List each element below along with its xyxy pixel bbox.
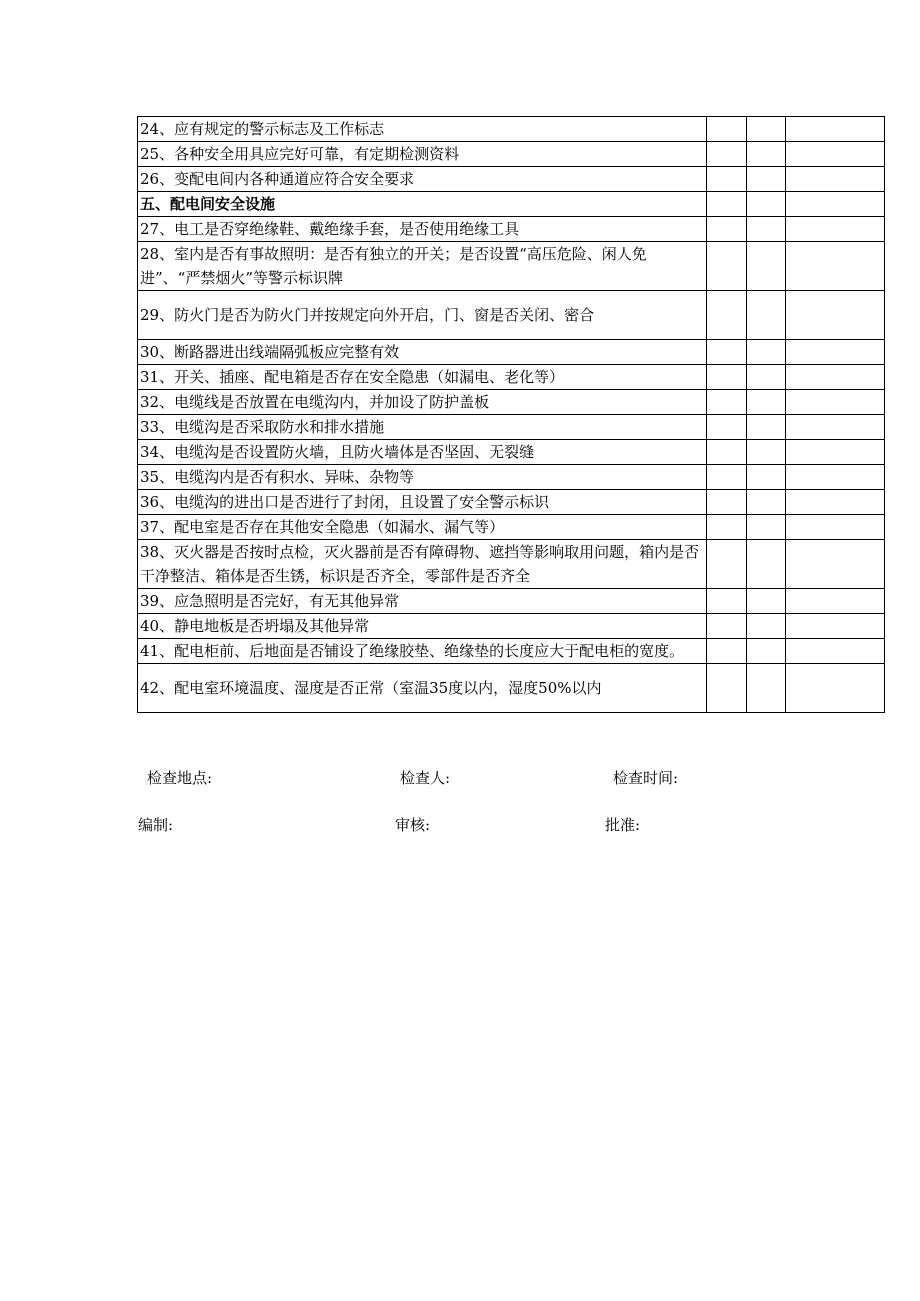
inspector-label: 检查人:	[400, 769, 451, 787]
result-cell-3[interactable]	[786, 167, 885, 192]
table-row	[138, 390, 885, 415]
result-cell-2[interactable]	[747, 390, 786, 415]
check-item: 27、电工是否穿绝缘鞋、戴绝缘手套，是否使用绝缘工具	[138, 217, 707, 242]
check-item: 24、应有规定的警示标志及工作标志	[138, 117, 707, 142]
result-cell-1[interactable]	[707, 614, 747, 639]
table-row	[138, 291, 885, 340]
result-cell-3[interactable]	[786, 415, 885, 440]
result-cell-1[interactable]	[707, 390, 747, 415]
check-item: 35、电缆沟内是否有积水、异味、杂物等	[138, 465, 707, 490]
result-cell-2[interactable]	[747, 340, 786, 365]
result-cell-2[interactable]	[747, 614, 786, 639]
result-cell-1[interactable]	[707, 440, 747, 465]
prepared-by-label: 编制:	[138, 816, 174, 834]
table-row	[138, 540, 885, 589]
result-cell-1[interactable]	[707, 664, 747, 713]
check-item: 38、灭火器是否按时点检，灭火器前是否有障碍物、遮挡等影响取用问题，箱内是否干净整洁、箱体是否生锈，标识是否齐全，零部件是否齐全	[138, 540, 707, 589]
result-cell-3[interactable]	[786, 117, 885, 142]
result-cell-3[interactable]	[786, 291, 885, 340]
result-cell-2[interactable]	[747, 242, 786, 291]
result-cell-2[interactable]	[747, 639, 786, 664]
table-row	[138, 465, 885, 490]
check-item: 41、配电柜前、后地面是否铺设了绝缘胶垫、绝缘垫的长度应大于配电柜的宽度。	[138, 639, 707, 664]
check-item: 25、各种安全用具应完好可靠，有定期检测资料	[138, 142, 707, 167]
check-item: 36、电缆沟的进出口是否进行了封闭，且设置了安全警示标识	[138, 490, 707, 515]
result-cell-2[interactable]	[747, 589, 786, 614]
check-item: 33、电缆沟是否采取防水和排水措施	[138, 415, 707, 440]
result-cell-2[interactable]	[747, 515, 786, 540]
result-cell-2[interactable]	[747, 291, 786, 340]
table-row	[138, 242, 885, 291]
result-cell-2[interactable]	[747, 664, 786, 713]
result-cell-3[interactable]	[786, 465, 885, 490]
result-cell-1[interactable]	[707, 242, 747, 291]
check-item: 31、开关、插座、配电箱是否存在安全隐患（如漏电、老化等）	[138, 365, 707, 390]
result-cell-2[interactable]	[747, 217, 786, 242]
result-cell-1[interactable]	[707, 340, 747, 365]
table-row	[138, 340, 885, 365]
result-cell-2[interactable]	[747, 465, 786, 490]
result-cell-3[interactable]	[786, 390, 885, 415]
result-cell-3[interactable]	[786, 515, 885, 540]
section-header-row	[138, 192, 885, 217]
table-row	[138, 614, 885, 639]
check-item: 28、室内是否有事故照明：是否有独立的开关；是否设置“高压危险、闲人免进”、“严禁烟火”等警示标识牌	[138, 242, 707, 291]
result-cell-3[interactable]	[786, 242, 885, 291]
result-cell-2[interactable]	[747, 415, 786, 440]
table-row	[138, 664, 885, 713]
inspection-time-label: 检查时间:	[613, 769, 679, 787]
result-cell-3[interactable]	[786, 639, 885, 664]
reviewed-by-label: 审核:	[395, 816, 431, 834]
section-title: 五、配电间安全设施	[138, 192, 707, 217]
result-cell-1[interactable]	[707, 291, 747, 340]
check-item: 32、电缆线是否放置在电缆沟内，并加设了防护盖板	[138, 390, 707, 415]
result-cell-3[interactable]	[786, 192, 885, 217]
approved-by-label: 批准:	[605, 816, 641, 834]
result-cell-1[interactable]	[707, 490, 747, 515]
table-row	[138, 415, 885, 440]
table-row	[138, 142, 885, 167]
check-item: 39、应急照明是否完好，有无其他异常	[138, 589, 707, 614]
check-item: 29、防火门是否为防火门并按规定向外开启，门、窗是否关闭、密合	[138, 291, 707, 340]
table-row	[138, 440, 885, 465]
table-row	[138, 639, 885, 664]
table-row	[138, 167, 885, 192]
table-row	[138, 490, 885, 515]
check-item: 42、配电室环境温度、湿度是否正常（室温35度以内，湿度50%以内	[138, 664, 707, 713]
result-cell-1[interactable]	[707, 415, 747, 440]
result-cell-2[interactable]	[747, 365, 786, 390]
result-cell-2[interactable]	[747, 540, 786, 589]
result-cell-3[interactable]	[786, 589, 885, 614]
table-row	[138, 589, 885, 614]
check-item: 30、断路器进出线端隔弧板应完整有效	[138, 340, 707, 365]
check-item: 34、电缆沟是否设置防火墙，且防火墙体是否坚固、无裂缝	[138, 440, 707, 465]
result-cell-2[interactable]	[747, 142, 786, 167]
result-cell-3[interactable]	[786, 217, 885, 242]
result-cell-1[interactable]	[707, 217, 747, 242]
result-cell-2[interactable]	[747, 167, 786, 192]
result-cell-1[interactable]	[707, 167, 747, 192]
result-cell-1[interactable]	[707, 117, 747, 142]
result-cell-3[interactable]	[786, 490, 885, 515]
result-cell-2[interactable]	[747, 117, 786, 142]
result-cell-3[interactable]	[786, 365, 885, 390]
result-cell-1[interactable]	[707, 465, 747, 490]
result-cell-3[interactable]	[786, 664, 885, 713]
check-item: 26、变配电间内各种通道应符合安全要求	[138, 167, 707, 192]
result-cell-3[interactable]	[786, 440, 885, 465]
result-cell-1[interactable]	[707, 192, 747, 217]
result-cell-2[interactable]	[747, 192, 786, 217]
result-cell-3[interactable]	[786, 340, 885, 365]
result-cell-2[interactable]	[747, 490, 786, 515]
inspection-table	[137, 116, 885, 713]
result-cell-3[interactable]	[786, 614, 885, 639]
result-cell-1[interactable]	[707, 365, 747, 390]
inspection-table-body	[138, 117, 885, 713]
result-cell-1[interactable]	[707, 515, 747, 540]
result-cell-2[interactable]	[747, 440, 786, 465]
check-item: 40、静电地板是否坍塌及其他异常	[138, 614, 707, 639]
table-row	[138, 365, 885, 390]
inspection-location-label: 检查地点:	[147, 769, 213, 787]
table-row	[138, 117, 885, 142]
table-row	[138, 515, 885, 540]
result-cell-1[interactable]	[707, 589, 747, 614]
result-cell-1[interactable]	[707, 142, 747, 167]
result-cell-3[interactable]	[786, 540, 885, 589]
result-cell-1[interactable]	[707, 639, 747, 664]
result-cell-3[interactable]	[786, 142, 885, 167]
table-row	[138, 217, 885, 242]
result-cell-1[interactable]	[707, 540, 747, 589]
check-item: 37、配电室是否存在其他安全隐患（如漏水、漏气等）	[138, 515, 707, 540]
